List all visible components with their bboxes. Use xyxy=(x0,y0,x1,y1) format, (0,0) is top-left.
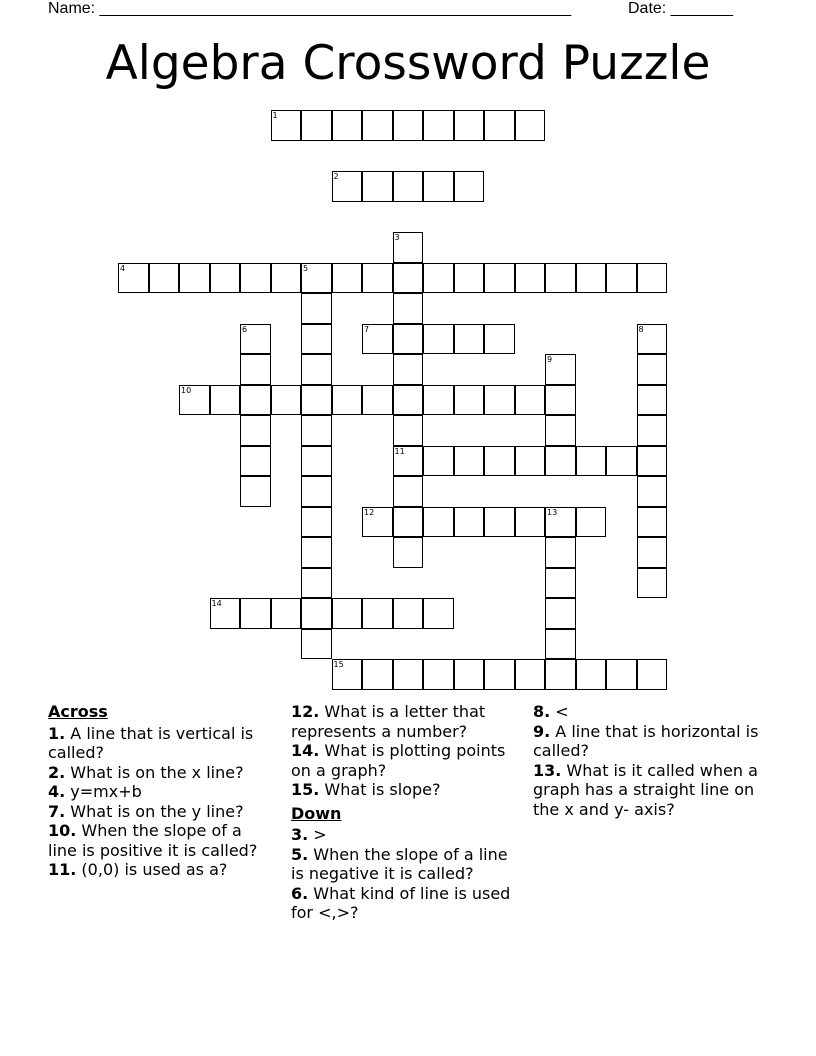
grid-cell[interactable] xyxy=(179,263,210,294)
grid-cell[interactable] xyxy=(484,324,515,355)
grid-cell[interactable] xyxy=(332,263,363,294)
clue-number: 15 xyxy=(333,660,344,669)
grid-cell[interactable] xyxy=(210,385,241,416)
clue-number: 6 xyxy=(242,324,248,334)
grid-cell[interactable] xyxy=(301,507,332,538)
grid-cell[interactable] xyxy=(362,171,393,202)
grid-cell[interactable] xyxy=(301,629,332,660)
grid-cell[interactable] xyxy=(240,598,271,629)
grid-cell[interactable] xyxy=(576,263,607,294)
grid-cell[interactable] xyxy=(637,659,668,690)
grid-cell[interactable] xyxy=(454,263,485,294)
grid-cell[interactable] xyxy=(301,354,332,385)
grid-cell[interactable] xyxy=(332,659,363,690)
date-field[interactable]: Date: _______ xyxy=(628,0,733,17)
grid-cell[interactable] xyxy=(484,263,515,294)
grid-cell[interactable] xyxy=(301,293,332,324)
grid-cell[interactable] xyxy=(179,385,210,416)
grid-cell[interactable] xyxy=(301,598,332,629)
grid-cell[interactable] xyxy=(362,659,393,690)
clue-number: 14 xyxy=(211,599,222,608)
grid-cell[interactable] xyxy=(393,171,424,202)
grid-cell[interactable] xyxy=(484,659,515,690)
clue-number: 2 xyxy=(333,172,339,181)
clue-number: 8 xyxy=(638,324,644,334)
clues-column-3 xyxy=(533,700,773,819)
grid-cell[interactable] xyxy=(240,354,271,385)
grid-cell[interactable] xyxy=(545,446,576,477)
grid-cell[interactable] xyxy=(423,324,454,355)
grid-cell[interactable] xyxy=(454,385,485,416)
grid-cell[interactable] xyxy=(484,385,515,416)
across-heading: Across xyxy=(48,702,108,721)
clue-down-9: 9. A line that is horizontal is called? xyxy=(533,721,759,760)
down-heading: Down xyxy=(291,803,342,823)
grid-cell[interactable] xyxy=(637,415,668,446)
grid-cell[interactable] xyxy=(545,537,576,568)
clue-down-6: 6. What kind of line is used for <,>? xyxy=(291,883,511,922)
grid-cell[interactable] xyxy=(240,263,271,294)
grid-cell[interactable] xyxy=(637,324,668,355)
grid-cell[interactable] xyxy=(271,263,302,294)
clue-across-1: 1. A line that is vertical is called? xyxy=(48,723,254,762)
grid-cell[interactable] xyxy=(515,110,546,141)
page-title: Algebra Crossword Puzzle xyxy=(105,36,711,91)
grid-cell[interactable] xyxy=(393,659,424,690)
clue-number: 12 xyxy=(364,507,375,517)
grid-cell[interactable] xyxy=(393,598,424,629)
grid-cell[interactable] xyxy=(484,110,515,141)
grid-cell[interactable] xyxy=(393,446,424,477)
grid-cell[interactable] xyxy=(423,446,454,477)
grid-cell[interactable] xyxy=(362,324,393,355)
grid-cell[interactable] xyxy=(423,171,454,202)
grid-cell[interactable] xyxy=(545,354,576,385)
clue-across-14: 14. What is plotting points on a graph? xyxy=(291,741,506,780)
grid-cell[interactable] xyxy=(393,110,424,141)
clue-across-12: 12. What is a letter that represents a number? xyxy=(291,702,486,741)
grid-cell[interactable] xyxy=(423,507,454,538)
grid-cell[interactable] xyxy=(301,476,332,507)
grid-cell[interactable] xyxy=(545,568,576,599)
grid-cell[interactable] xyxy=(423,659,454,690)
clue-down-5: 5. When the slope of a line is negative it is called? xyxy=(291,844,508,883)
grid-cell[interactable] xyxy=(362,598,393,629)
grid-cell[interactable] xyxy=(637,354,668,385)
grid-cell[interactable] xyxy=(454,110,485,141)
grid-cell[interactable] xyxy=(301,537,332,568)
grid-cell[interactable] xyxy=(362,507,393,538)
clue-number: 1 xyxy=(272,111,278,120)
grid-cell[interactable] xyxy=(515,446,546,477)
clue-number: 5 xyxy=(303,263,309,273)
grid-cell[interactable] xyxy=(423,263,454,294)
clue-across-7: 7. What is on the y line? xyxy=(48,801,244,821)
grid-cell[interactable] xyxy=(362,385,393,416)
grid-cell[interactable] xyxy=(637,507,668,538)
grid-cell[interactable] xyxy=(362,110,393,141)
grid-cell[interactable] xyxy=(393,537,424,568)
grid-cell[interactable] xyxy=(454,171,485,202)
grid-cell[interactable] xyxy=(210,598,241,629)
grid-cell[interactable] xyxy=(454,507,485,538)
grid-cell[interactable] xyxy=(393,354,424,385)
grid-cell[interactable] xyxy=(271,598,302,629)
grid-cell[interactable] xyxy=(393,232,424,263)
clue-down-8: 8. < xyxy=(533,702,569,721)
grid-cell[interactable] xyxy=(301,415,332,446)
grid-cell[interactable] xyxy=(637,446,668,477)
clue-down-13: 13. What is it called when a graph has a straight line on the x and y- axis? xyxy=(533,760,758,819)
grid-cell[interactable] xyxy=(576,507,607,538)
grid-cell[interactable] xyxy=(301,324,332,355)
grid-cell[interactable] xyxy=(301,263,332,294)
grid-cell[interactable] xyxy=(515,385,546,416)
clue-number: 7 xyxy=(364,324,370,334)
grid-cell[interactable] xyxy=(637,537,668,568)
grid-cell[interactable] xyxy=(149,263,180,294)
grid-cell[interactable] xyxy=(637,476,668,507)
grid-cell[interactable] xyxy=(576,446,607,477)
grid-cell[interactable] xyxy=(301,385,332,416)
grid-cell[interactable] xyxy=(515,507,546,538)
grid-cell[interactable] xyxy=(454,446,485,477)
grid-cell[interactable] xyxy=(545,507,576,538)
clue-across-10: 10. When the slope of a line is positive it is called? xyxy=(48,821,258,860)
grid-cell[interactable] xyxy=(240,476,271,507)
clue-number: 11 xyxy=(394,446,405,456)
grid-cell[interactable] xyxy=(393,415,424,446)
clue-number: 9 xyxy=(547,355,553,364)
grid-cell[interactable] xyxy=(301,568,332,599)
clue-number: 3 xyxy=(394,233,400,242)
grid-cell[interactable] xyxy=(240,415,271,446)
grid-cell[interactable] xyxy=(240,446,271,477)
grid-cell[interactable] xyxy=(545,659,576,690)
grid-cell[interactable] xyxy=(423,598,454,629)
grid-cell[interactable] xyxy=(484,507,515,538)
grid-cell[interactable] xyxy=(423,385,454,416)
grid-cell[interactable] xyxy=(484,446,515,477)
clue-number: 10 xyxy=(181,385,192,395)
grid-cell[interactable] xyxy=(362,263,393,294)
grid-cell[interactable] xyxy=(423,110,454,141)
grid-cell[interactable] xyxy=(118,263,149,294)
grid-cell[interactable] xyxy=(454,324,485,355)
grid-cell[interactable] xyxy=(454,659,485,690)
grid-cell[interactable] xyxy=(393,507,424,538)
grid-cell[interactable] xyxy=(606,446,637,477)
grid-cell[interactable] xyxy=(332,598,363,629)
grid-cell[interactable] xyxy=(606,659,637,690)
grid-cell[interactable] xyxy=(545,598,576,629)
grid-cell[interactable] xyxy=(271,385,302,416)
grid-cell[interactable] xyxy=(393,385,424,416)
grid-cell[interactable] xyxy=(637,568,668,599)
grid-cell[interactable] xyxy=(301,110,332,141)
grid-cell[interactable] xyxy=(606,263,637,294)
grid-cell[interactable] xyxy=(210,263,241,294)
grid-cell[interactable] xyxy=(545,263,576,294)
grid-cell[interactable] xyxy=(515,659,546,690)
name-field[interactable]: Name: _____________________________________________________ xyxy=(48,0,572,17)
grid-cell[interactable] xyxy=(545,629,576,660)
grid-cell[interactable] xyxy=(271,110,302,141)
grid-cell[interactable] xyxy=(393,476,424,507)
grid-cell[interactable] xyxy=(393,263,424,294)
clues-column-2 xyxy=(291,700,521,923)
grid-cell[interactable] xyxy=(637,385,668,416)
clue-across-4: 4. y=mx+b xyxy=(48,782,142,801)
grid-cell[interactable] xyxy=(332,385,363,416)
grid-cell[interactable] xyxy=(332,171,363,202)
clue-number: 4 xyxy=(120,263,126,273)
grid-cell[interactable] xyxy=(637,263,668,294)
grid-cell[interactable] xyxy=(393,324,424,355)
clue-down-3: 3. > xyxy=(291,825,327,844)
grid-cell[interactable] xyxy=(576,659,607,690)
grid-cell[interactable] xyxy=(545,415,576,446)
clue-across-15: 15. What is slope? xyxy=(291,780,441,799)
clue-number: 13 xyxy=(547,507,558,517)
grid-cell[interactable] xyxy=(332,110,363,141)
grid-cell[interactable] xyxy=(545,385,576,416)
clues-column-1 xyxy=(48,700,273,880)
grid-cell[interactable] xyxy=(515,263,546,294)
grid-cell[interactable] xyxy=(240,385,271,416)
clue-across-2: 2. What is on the x line? xyxy=(48,762,244,782)
clue-across-11: 11. (0,0) is used as a? xyxy=(48,860,228,879)
grid-cell[interactable] xyxy=(301,446,332,477)
grid-cell[interactable] xyxy=(393,293,424,324)
grid-cell[interactable] xyxy=(240,324,271,355)
